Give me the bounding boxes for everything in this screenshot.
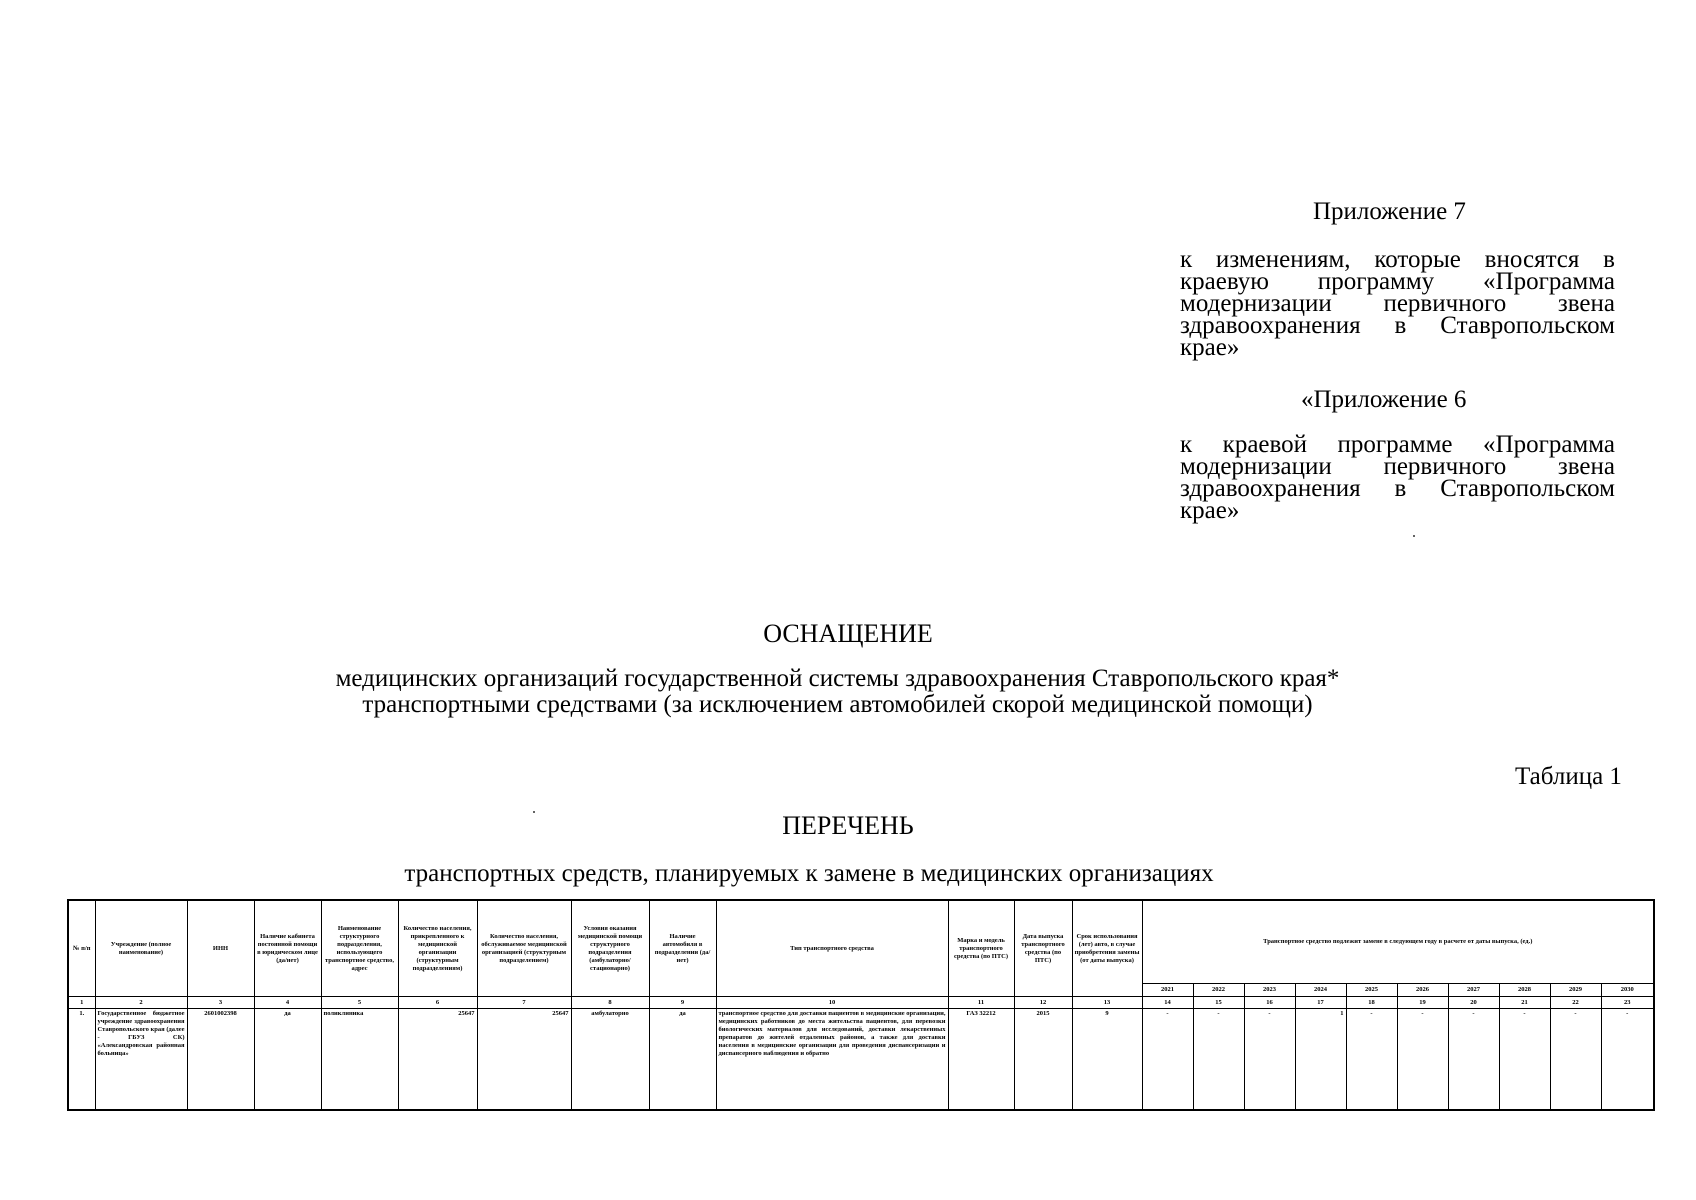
year-value-cell: -: [1244, 1009, 1295, 1111]
header-cell: Условия оказания медицинской помощи структурного подразделения (амбулаторно/стационарно): [571, 900, 649, 997]
institution-cell: Государственное бюджетное учреждение здравоохранения Ставропольского края (далее - ГБУЗ СК) «Александровская районная больница»: [95, 1009, 187, 1111]
column-number: 8: [571, 997, 649, 1009]
column-number: 2: [95, 997, 187, 1009]
header-cell: ИНН: [187, 900, 254, 997]
header-cell: Наличие кабинета постоянной помощи в юридическом лице (да/нет): [254, 900, 321, 997]
column-number: 23: [1601, 997, 1654, 1009]
year-value-cell: -: [1601, 1009, 1654, 1111]
attached-population-cell: 25647: [398, 1009, 477, 1111]
year-value-cell: -: [1346, 1009, 1397, 1111]
brand-cell: ГАЗ 32212: [948, 1009, 1014, 1111]
year-cell: 2022: [1193, 984, 1244, 997]
appendix-6-label: «Приложение 6: [1301, 386, 1467, 413]
column-number: 17: [1295, 997, 1346, 1009]
release-year-cell: 2015: [1014, 1009, 1072, 1111]
column-number: 5: [321, 997, 398, 1009]
year-value-cell: -: [1550, 1009, 1601, 1111]
appendix-7-label: Приложение 7: [1313, 198, 1466, 225]
column-number: 21: [1499, 997, 1550, 1009]
year-value-cell: -: [1193, 1009, 1244, 1111]
year-value-cell: -: [1448, 1009, 1499, 1111]
column-number: 19: [1397, 997, 1448, 1009]
scan-speck: [1413, 535, 1415, 537]
vehicles-table: [67, 899, 1655, 1111]
column-number: 12: [1014, 997, 1072, 1009]
year-cell: 2030: [1601, 984, 1654, 997]
table-label: Таблица 1: [1515, 763, 1622, 790]
cabinet-cell: да: [254, 1009, 321, 1111]
column-number: 20: [1448, 997, 1499, 1009]
column-number: 9: [649, 997, 716, 1009]
appendix-7-description: к изменениям, которые вносятся в краевую программу «Программа модернизации первичного звена здравоохранения в Ставропольском крае»: [1180, 246, 1615, 361]
list-subtitle: транспортных средств, планируемых к замене в медицинских организациях: [404, 860, 1214, 887]
conditions-cell: амбулаторно: [571, 1009, 649, 1111]
column-number: 14: [1142, 997, 1193, 1009]
header-cell: Дата выпуска транспортного средства (по ПТС): [1014, 900, 1072, 997]
has-vehicle-cell: да: [649, 1009, 716, 1111]
year-value-cell: -: [1397, 1009, 1448, 1111]
column-number: 3: [187, 997, 254, 1009]
year-value-cell: -: [1499, 1009, 1550, 1111]
year-value-cell: 1: [1295, 1009, 1346, 1111]
year-cell: 2027: [1448, 984, 1499, 997]
appendix-6-description: к краевой программе «Программа модернизации первичного звена здравоохранения в Ставропольском крае»: [1180, 431, 1615, 524]
column-number: 6: [398, 997, 477, 1009]
vehicle-type-cell: транспортное средство для доставки пациентов в медицинские организации, медицинских работников до места жительства пациентов, для перевозки биологических материалов для исследований, доставки лекарственных препаратов до жителей отдаленных районов, а также для доставки населения в медицинские организации для проведения диспансеризации и диспансерного наблюдения и обратно: [716, 1009, 948, 1111]
column-number: 10: [716, 997, 948, 1009]
header-cell: № п/п: [68, 900, 95, 997]
header-cell: Учреждение (полное наименование): [95, 900, 187, 997]
list-title: ПЕРЕЧЕНЬ: [782, 811, 914, 840]
subtitle-line-1: медицинских организаций государственной системы здравоохранения Ставропольского края*: [335, 665, 1340, 692]
subdivision-cell: поликлиника: [321, 1009, 398, 1111]
header-cell-replacement: Транспортное средство подлежит замене в следующем году в расчете от даты выпуска, (ед.): [1142, 900, 1654, 984]
column-number: 16: [1244, 997, 1295, 1009]
subtitle-line-2: транспортными средствами (за исключением автомобилей скорой медицинской помощи): [362, 691, 1313, 718]
year-cell: 2023: [1244, 984, 1295, 997]
table-header-row: [68, 900, 1654, 984]
served-population-cell: 25647: [477, 1009, 571, 1111]
document-title: ОСНАЩЕНИЕ: [763, 619, 933, 648]
header-cell: Наличие автомобиля в подразделении (да/нет): [649, 900, 716, 997]
column-number: 7: [477, 997, 571, 1009]
column-number: 11: [948, 997, 1014, 1009]
column-number: 22: [1550, 997, 1601, 1009]
header-cell: Количество населения, прикрепленного к медицинской организации (структурным подразделениям): [398, 900, 477, 997]
document-subtitle: [0, 666, 1675, 718]
column-number: 1: [68, 997, 95, 1009]
column-number: 13: [1072, 997, 1142, 1009]
year-cell: 2028: [1499, 984, 1550, 997]
year-cell: 2025: [1346, 984, 1397, 997]
header-cell: Марка и модель транспортного средства (по ПТС): [948, 900, 1014, 997]
year-cell: 2024: [1295, 984, 1346, 997]
column-number: 15: [1193, 997, 1244, 1009]
column-number: 18: [1346, 997, 1397, 1009]
column-number-row: [68, 997, 1654, 1009]
header-cell: Тип транспортного средства: [716, 900, 948, 997]
header-cell: Наименование структурного подразделения, использующего транспортное средство, адрес: [321, 900, 398, 997]
year-value-cell: -: [1142, 1009, 1193, 1111]
year-cell: 2021: [1142, 984, 1193, 997]
column-number: 4: [254, 997, 321, 1009]
header-cell: Срок использования (лет) авто, в случае приобретения замены (от даты выпуска): [1072, 900, 1142, 997]
inn-cell: 2601002398: [187, 1009, 254, 1111]
table-row: [68, 1009, 1654, 1111]
year-cell: 2029: [1550, 984, 1601, 997]
header-cell: Количество населения, обслуживаемое медицинской организацией (структурным подразделением): [477, 900, 571, 997]
usage-years-cell: 9: [1072, 1009, 1142, 1111]
row-number: 1.: [68, 1009, 95, 1111]
year-cell: 2026: [1397, 984, 1448, 997]
